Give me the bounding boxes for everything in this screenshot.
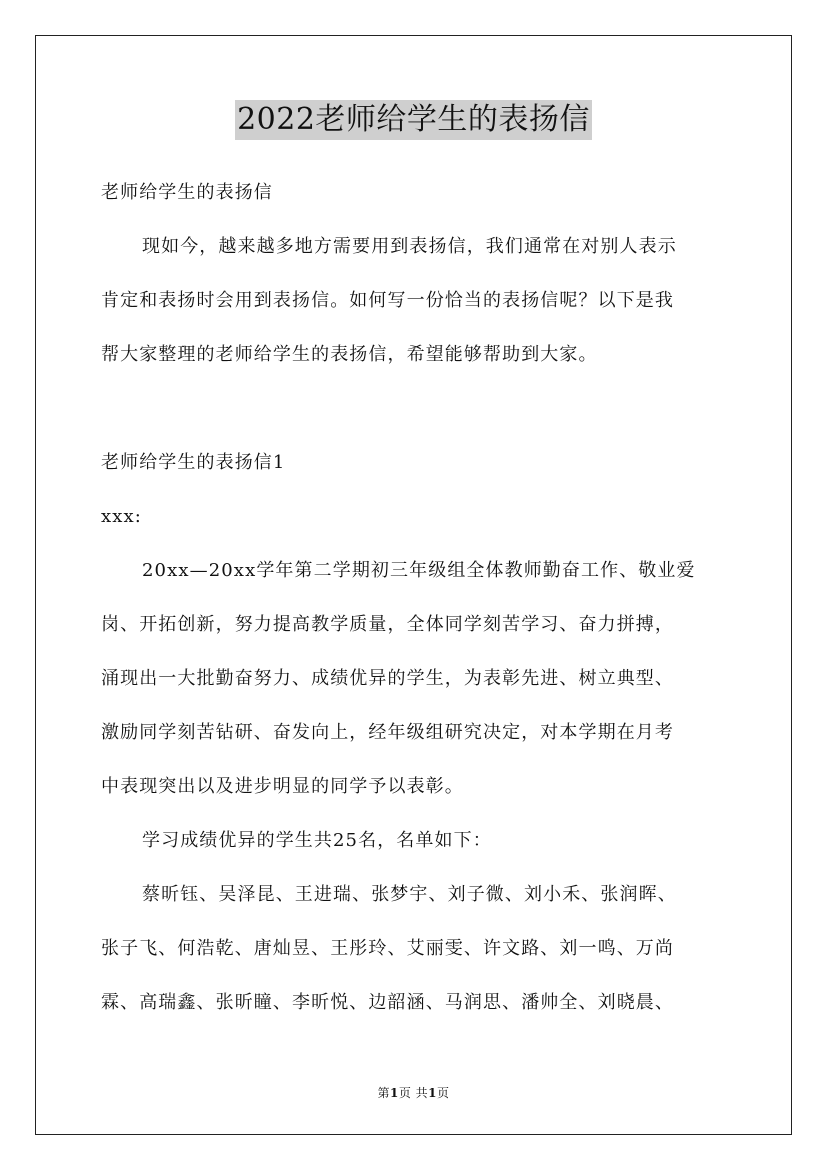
page-footer	[0, 1084, 827, 1101]
page-mid: 页 共	[398, 1086, 429, 1100]
body-line: 涌现出一大批勤奋努力、成绩优异的学生，为表彰先进、树立典型、	[101, 668, 674, 689]
names-line: 蔡昕钰、吴泽昆、王进瑞、张梦宇、刘子微、刘小禾、张润晖、	[142, 884, 677, 905]
intro-line: 现如今，越来越多地方需要用到表扬信，我们通常在对别人表示	[142, 236, 677, 257]
body-line: 中表现突出以及进步明显的同学予以表彰。	[101, 776, 464, 797]
intro-line: 帮大家整理的老师给学生的表扬信，希望能够帮助到大家。	[101, 344, 598, 365]
page-prefix: 第	[377, 1086, 390, 1100]
section-heading: 老师给学生的表扬信1	[101, 452, 286, 473]
page-suffix: 页	[437, 1086, 450, 1100]
document-body	[101, 172, 729, 1036]
salutation: xxx:	[101, 506, 142, 527]
title-container	[0, 100, 827, 140]
names-line: 张子飞、何浩乾、唐灿昱、王彤玲、艾丽雯、许文路、刘一鸣、万尚	[101, 938, 674, 959]
subtitle: 老师给学生的表扬信	[101, 182, 273, 203]
page-total: 1	[428, 1086, 438, 1100]
body-line: 岗、开拓创新，努力提高教学质量，全体同学刻苦学习、奋力拼搏，	[101, 614, 674, 635]
document-title: 2022老师给学生的表扬信	[235, 100, 592, 140]
intro-line: 肯定和表扬时会用到表扬信。如何写一份恰当的表扬信呢？以下是我	[101, 290, 674, 311]
names-line: 霖、高瑞鑫、张昕瞳、李昕悦、边韶涵、马润思、潘帅全、刘晓晨、	[101, 992, 674, 1013]
page-current: 1	[389, 1086, 399, 1100]
blank-line	[101, 388, 729, 442]
list-intro: 学习成绩优异的学生共25名，名单如下：	[142, 830, 492, 851]
body-line: 激励同学刻苦钻研、奋发向上，经年级组研究决定，对本学期在月考	[101, 722, 674, 743]
body-line: 20xx—20xx学年第二学期初三年级组全体教师勤奋工作、敬业爱	[142, 560, 696, 581]
